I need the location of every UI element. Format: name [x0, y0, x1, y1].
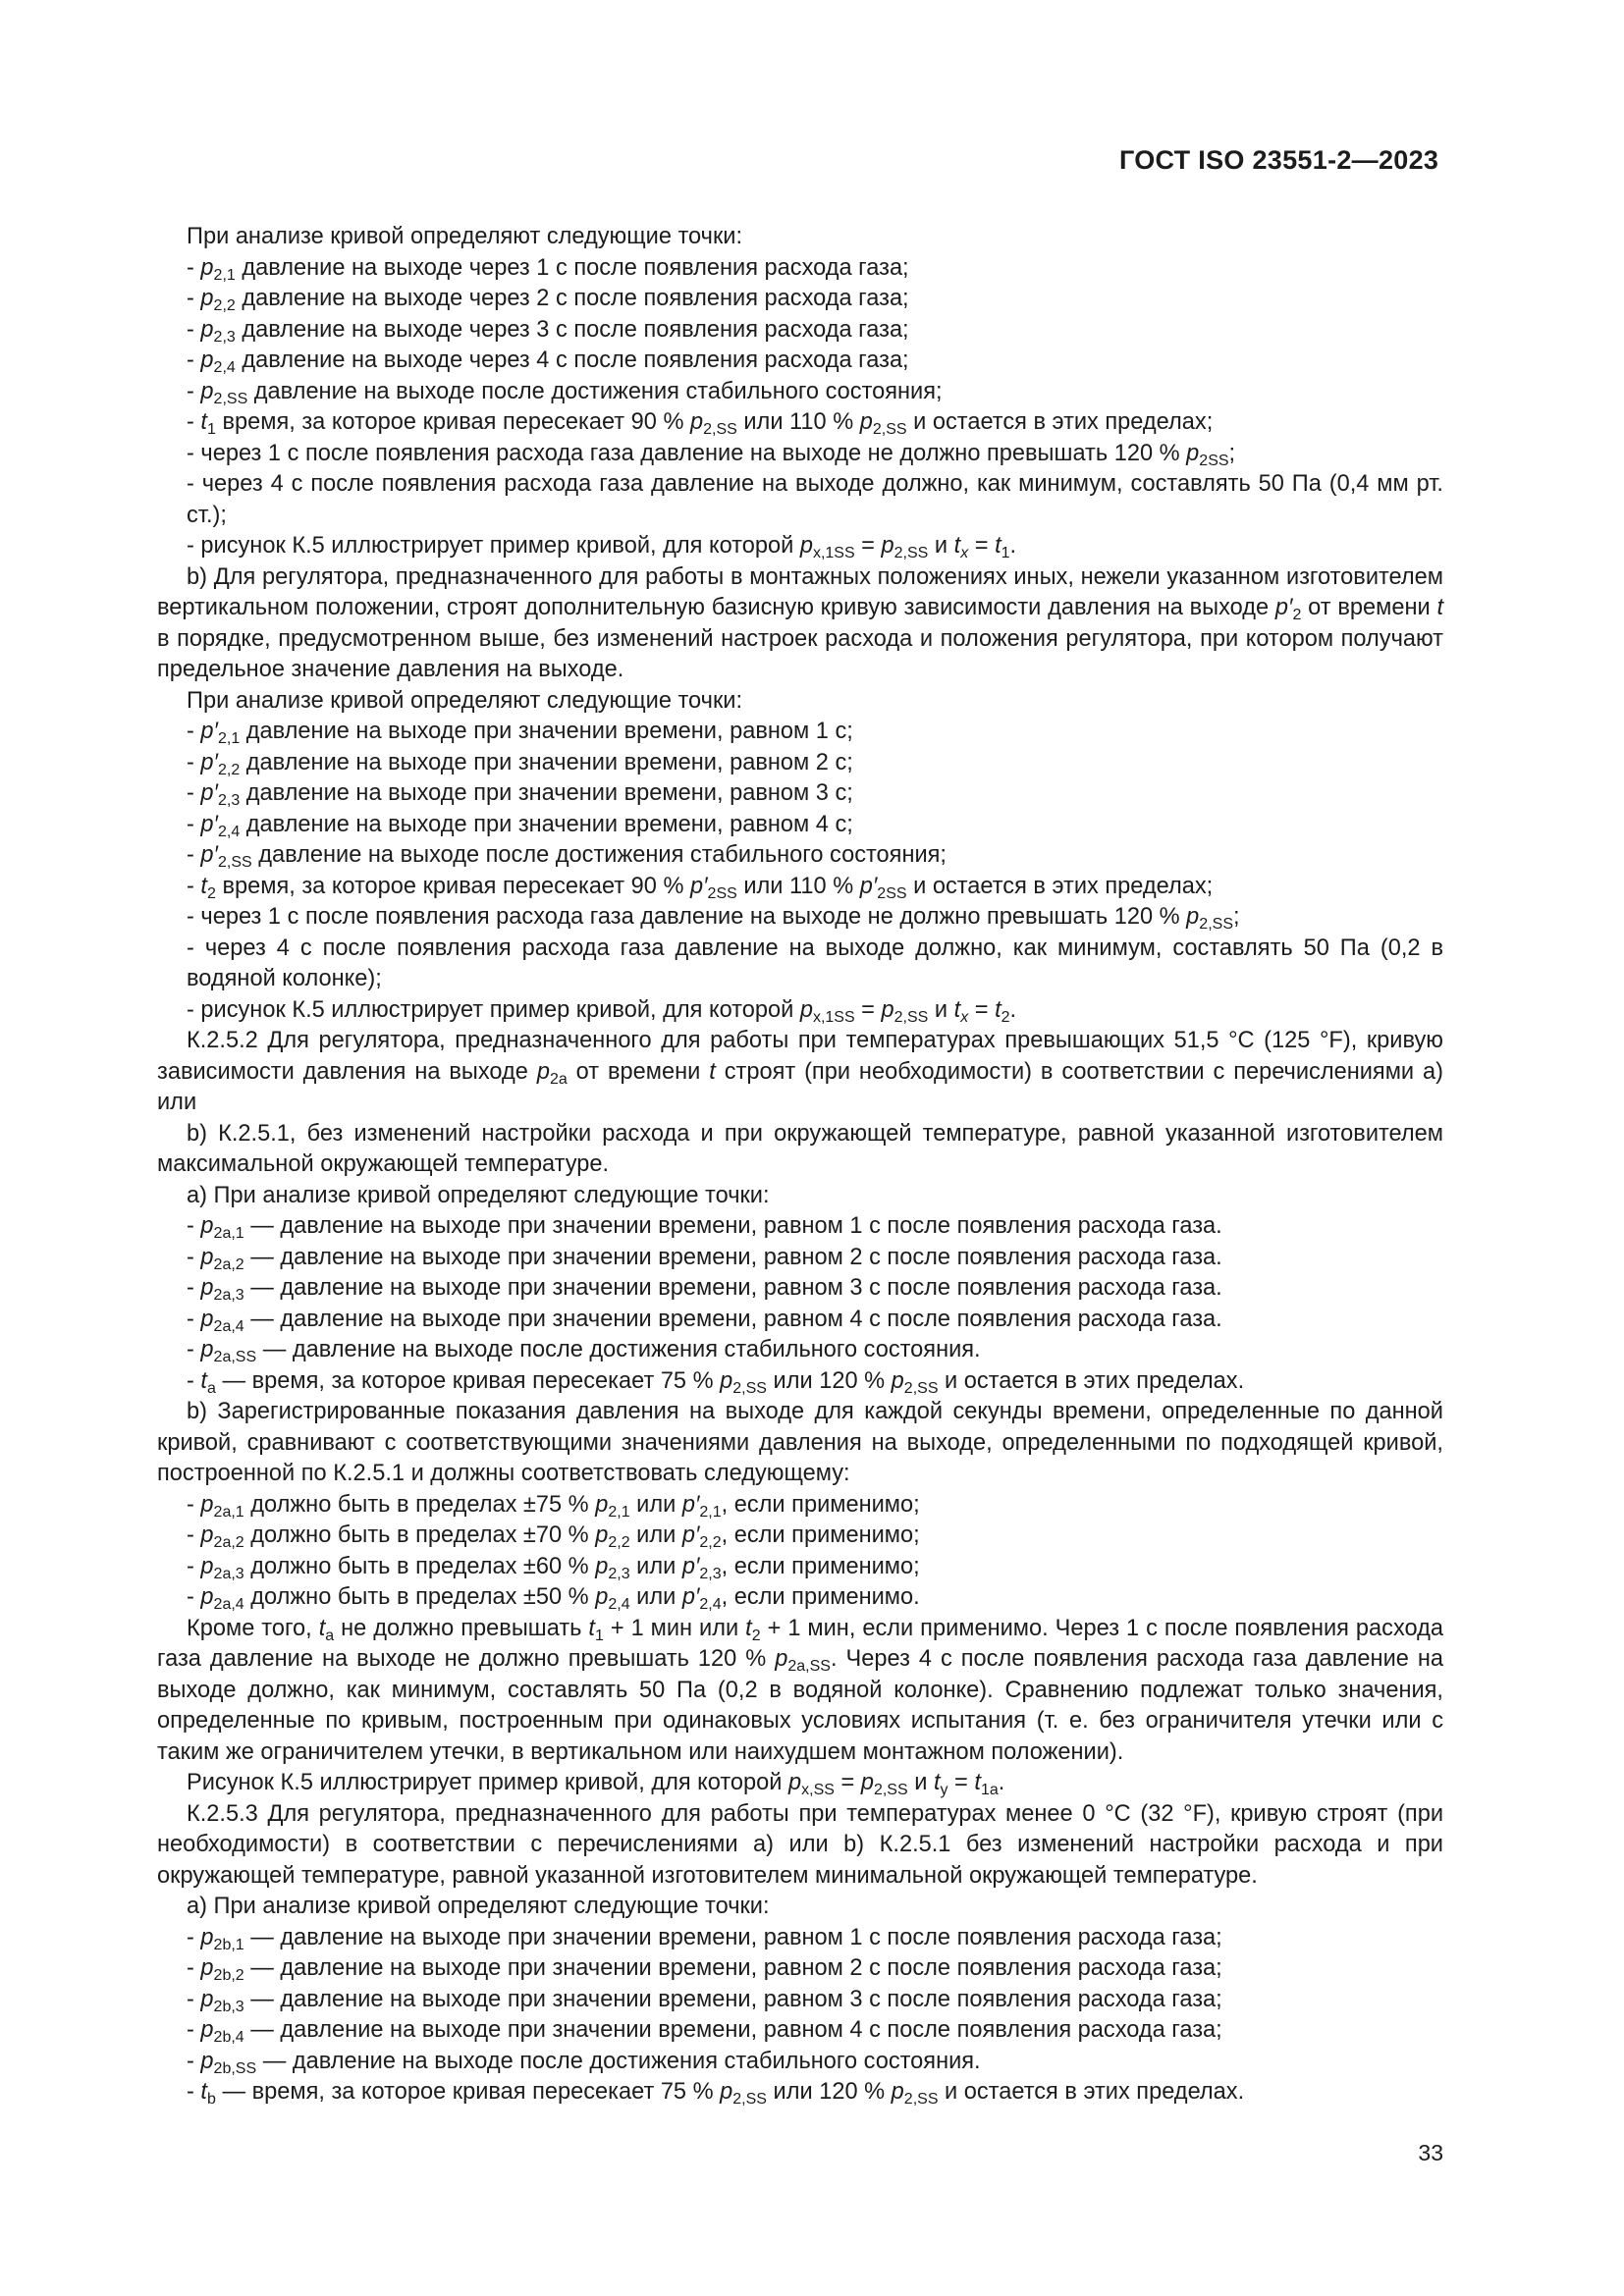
list-item: - $p_{2a,4}$ — давление на выходе при значении времени, равном 4 с после появления расхода газа. — [187, 1306, 1222, 1335]
list-item: - $p'_{2,SS}$ давление на выходе после достижения стабильного состояния; — [187, 842, 947, 871]
paragraph: b) Зарегистрированные показания давления на выходе для каждой секунды времени, определенные по данной кривой, сравнивают с соответствующими значениями давления на выходе, определенными по подходящей кривой, построенной по К.2.5.1 и должны соответствовать следующему: — [157, 1399, 1443, 1486]
list-item: - $t_1$ время, за которое кривая пересекает 90 % $p_{2,SS}$ или 110 % $p_{2,SS}$ и остается в этих пределах; — [187, 409, 1214, 438]
list-item: - через 1 с после появления расхода газа давление на выходе не должно превышать 120 % $p_{2,SS}$; — [187, 904, 1240, 933]
list-item: - $p_{2a,3}$ должно быть в пределах ±60 % $p_{2,3}$ или $p'_{2,3}$, если применимо; — [187, 1553, 920, 1582]
list-item: - $p_{2,4}$ давление на выходе через 4 с после появления расхода газа; — [187, 347, 909, 376]
list-item: - $p_{2a,1}$ должно быть в пределах ±75 % $p_{2,1}$ или $p'_{2,1}$, если применимо; — [187, 1491, 920, 1521]
list-item: - $p_{2,2}$ давление на выходе через 2 с после появления расхода газа; — [187, 286, 909, 314]
paragraph: Рисунок К.5 иллюстрирует пример кривой, для которой $p_{x,SS} = p_{2,SS}$ и $t_y = t_{1a}$. — [187, 1770, 1005, 1798]
page-number: 33 — [1418, 2140, 1443, 2165]
list-item: - $p_{2a,2}$ — давление на выходе при значении времени, равном 2 с после появления расхода газа. — [187, 1244, 1222, 1273]
list-item: - рисунок К.5 иллюстрирует пример кривой, для которой $p_{x,1SS} = p_{2,SS}$ и $t_x = t_1$. — [187, 533, 1017, 561]
paragraph: а) При анализе кривой определяют следующие точки: — [187, 1894, 770, 1919]
list-item: - через 4 с после появления расхода газа давление на выходе должно, как минимум, составлять 50 Па (0,4 мм рт. ст.); — [187, 471, 1443, 528]
list-item: - $p_{2b,1}$ — давление на выходе при значении времени, равном 1 с после появления расхода газа; — [187, 1924, 1222, 1953]
list-item: - $p'_{2,1}$ давление на выходе при значении времени, равном 1 с; — [187, 719, 853, 747]
paragraph: b) К.2.5.1, без изменений настройки расхода и при окружающей температуре, равной указанной изготовителем максимальной окружающей температуре. — [157, 1120, 1443, 1177]
list-item: - $p_{2,3}$ давление на выходе через 3 с после появления расхода газа; — [187, 316, 909, 346]
list-item: - $p'_{2,3}$ давление на выходе при значении времени, равном 3 с; — [187, 780, 853, 809]
list-item: - $p_{2b,4}$ — давление на выходе при значении времени, равном 4 с после появления расхода газа; — [187, 2017, 1222, 2046]
list-item: - $t_b$ — время, за которое кривая пересекает 75 % $p_{2,SS}$ или 120 % $p_{2,SS}$ и остается в этих пределах. — [187, 2079, 1245, 2108]
list-item: - $p'_{2,4}$ давление на выходе при значении времени, равном 4 с; — [187, 811, 853, 840]
list-item: - $p_{2a,SS}$ — давление на выходе после достижения стабильного состояния. — [187, 1337, 981, 1365]
body-text — [157, 222, 1443, 2109]
paragraph: Кроме того, $t_a$ не должно превышать $t_1 + 1$ мин или $t_2 + 1$ мин, если применимо. Через 1 с после появления расхода газа давление на выходе не должно превышать 120 % $p_{2a,SS}$. Через 4 с после появления расхода газа давление на выходе должно, как минимум, составлять 50 Па (0,2 в водяной колонке). Сравнению подлежат только значения, определенные по кривым, построенным при одинаковых условиях испытания (т. е. без ограничителя утечки или с таким же ограничителем утечки, в вертикальном или наихудшем монтажном положении). — [157, 1615, 1444, 1765]
list-item: - через 4 с после появления расхода газа давление на выходе должно, как минимум, составлять 50 Па (0,2 в водяной колонке); — [187, 934, 1443, 991]
list-item: - через 1 с после появления расхода газа давление на выходе не должно превышать 120 % $p_{2SS}$; — [187, 440, 1236, 469]
paragraph: К.2.5.2 Для регулятора, предназначенного для работы при температурах превышающих 51,5 °С (125 °F), кривую зависимости давления на выходе $p_{2a}$ от времени t строят (при необходимости) в соответствии с перечислениями а) или — [157, 1028, 1443, 1115]
list-item: - $t_2$ время, за которое кривая пересекает 90 % $p'_{2SS}$ или 110 % $p'_{2SS}$ и остается в этих пределах; — [187, 873, 1214, 902]
list-item: - $p_{2a,2}$ должно быть в пределах ±70 % $p_{2,2}$ или $p'_{2,2}$, если применимо; — [187, 1522, 920, 1551]
paragraph: а) При анализе кривой определяют следующие точки: — [187, 1182, 770, 1208]
list-item: - $p_{2a,1}$ — давление на выходе при значении времени, равном 1 с после появления расхода газа. — [187, 1213, 1222, 1242]
paragraph: К.2.5.3 Для регулятора, предназначенного для работы при температурах менее 0 °С (32 °F), кривую строят (при необходимости) в соответствии с перечислениями а) или b) К.2.5.1 без изменений настройки расхода и при окружающей температуре, равной указанной изготовителем минимальной окружающей температуре. — [157, 1800, 1443, 1889]
list-item: - $p_{2b,3}$ — давление на выходе при значении времени, равном 3 с после появления расхода газа; — [187, 1986, 1222, 2015]
standard-designation: ГОСТ ISO 23551-2—2023 — [1119, 145, 1439, 175]
paragraph: b) Для регулятора, предназначенного для работы в монтажных положениях иных, нежели указанном изготовителем вертикальном положении, строят дополнительную базисную кривую зависимости давления на выходе $p'_2$ от времени t в порядке, предусмотренном выше, без изменений настроек расхода и положения регулятора, при котором получают предельное значение давления на выходе. — [157, 563, 1444, 682]
list-item: - $p_{2a,4}$ должно быть в пределах ±50 % $p_{2,4}$ или $p'_{2,4}$, если применимо. — [187, 1584, 920, 1613]
list-item: - $t_a$ — время, за которое кривая пересекает 75 % $p_{2,SS}$ или 120 % $p_{2,SS}$ и остается в этих пределах. — [187, 1367, 1245, 1397]
list-item: - рисунок К.5 иллюстрирует пример кривой, для которой $p_{x,1SS} = p_{2,SS}$ и $t_x = t_2$. — [187, 996, 1017, 1026]
list-item: - $p_{2a,3}$ — давление на выходе при значении времени, равном 3 с после появления расхода газа. — [187, 1275, 1222, 1304]
list-item: - $p_{2,SS}$ давление на выходе после достижения стабильного состояния; — [187, 378, 943, 407]
list-item: - $p_{2b,SS}$ — давление на выходе после достижения стабильного состояния. — [187, 2048, 981, 2077]
list-item: - $p_{2b,2}$ — давление на выходе при значении времени, равном 2 с после появления расхода газа; — [187, 1955, 1222, 1984]
list-item: - $p'_{2,2}$ давление на выходе при значении времени, равном 2 с; — [187, 749, 853, 778]
paragraph: При анализе кривой определяют следующие точки: — [187, 224, 743, 249]
list-item: - $p_{2,1}$ давление на выходе через 1 с после появления расхода газа; — [187, 254, 909, 284]
paragraph: При анализе кривой определяют следующие точки: — [187, 687, 743, 714]
